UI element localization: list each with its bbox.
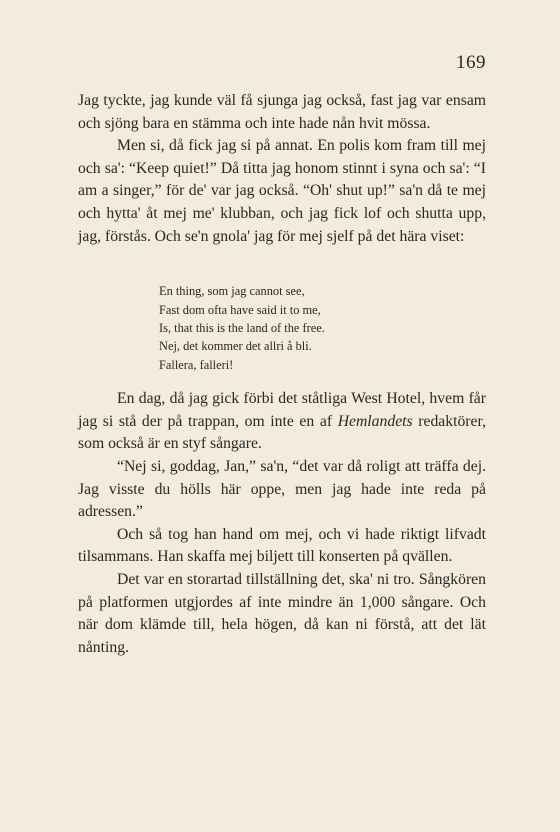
page-number: 169 [456,52,486,73]
poem-line: Is, that this is the land of the free. [159,320,325,335]
paragraph-4: “Nej si, goddag, Jan,” sa'n, “det var då roligt att träffa dej. Jag visste du hölls här oppe, men jag hade inte reda på adressen.” [78,457,486,521]
paragraph-3-start: En dag, då jag gick förbi det ståtliga West Hotel, hvem får jag si stå der på trappan, om inte en af [78,390,486,430]
poem-line: En thing, som jag cannot see, [159,284,305,299]
paragraph-1: Jag tyckte, jag kunde väl få sjunga jag också, fast jag var ensam och sjöng bara en stämma och inte hade nån hvit mössa. [78,92,486,132]
paragraph-2: Men si, då fick jag si på annat. En polis kom fram till mej och sa': “Keep quiet!” Då titta jag honom stinnt i syna och sa': “I am a singer,” för de' var jag också. “Oh' shut up!” sa'n då te mej och hytta' åt mej me' klubban, och jag fick lof och shutta upp, jag, förstås. Och se'n gnola' jag för mej sjelf på det hära viset: [78,137,486,245]
paragraph-3 [78,388,486,456]
poem [159,282,486,374]
poem-line: Nej, det kommer det allri å bli. [159,339,312,354]
paragraph-3-end: redaktörer, som också är en styf sångare. [78,412,486,453]
newspaper-title: Hemlandets [337,412,413,430]
paragraph-6: Det var en storartad tillställning det, ska' ni tro. Sångkören på platformen utgjordes af inte mindre än 1,000 sångare. Och när dom klämde till, hela högen, då kan ni förstå, att det lät nånting. [78,570,486,656]
poem-line: Fallera, falleri! [159,357,234,372]
paragraph-5: Och så tog han hand om mej, och vi hade riktigt lifvadt tilsammans. Han skaffa mej biljett till konserten på qvällen. [78,525,486,566]
body-text [78,90,486,659]
poem-line: Fast dom ofta have said it to me, [159,302,321,317]
